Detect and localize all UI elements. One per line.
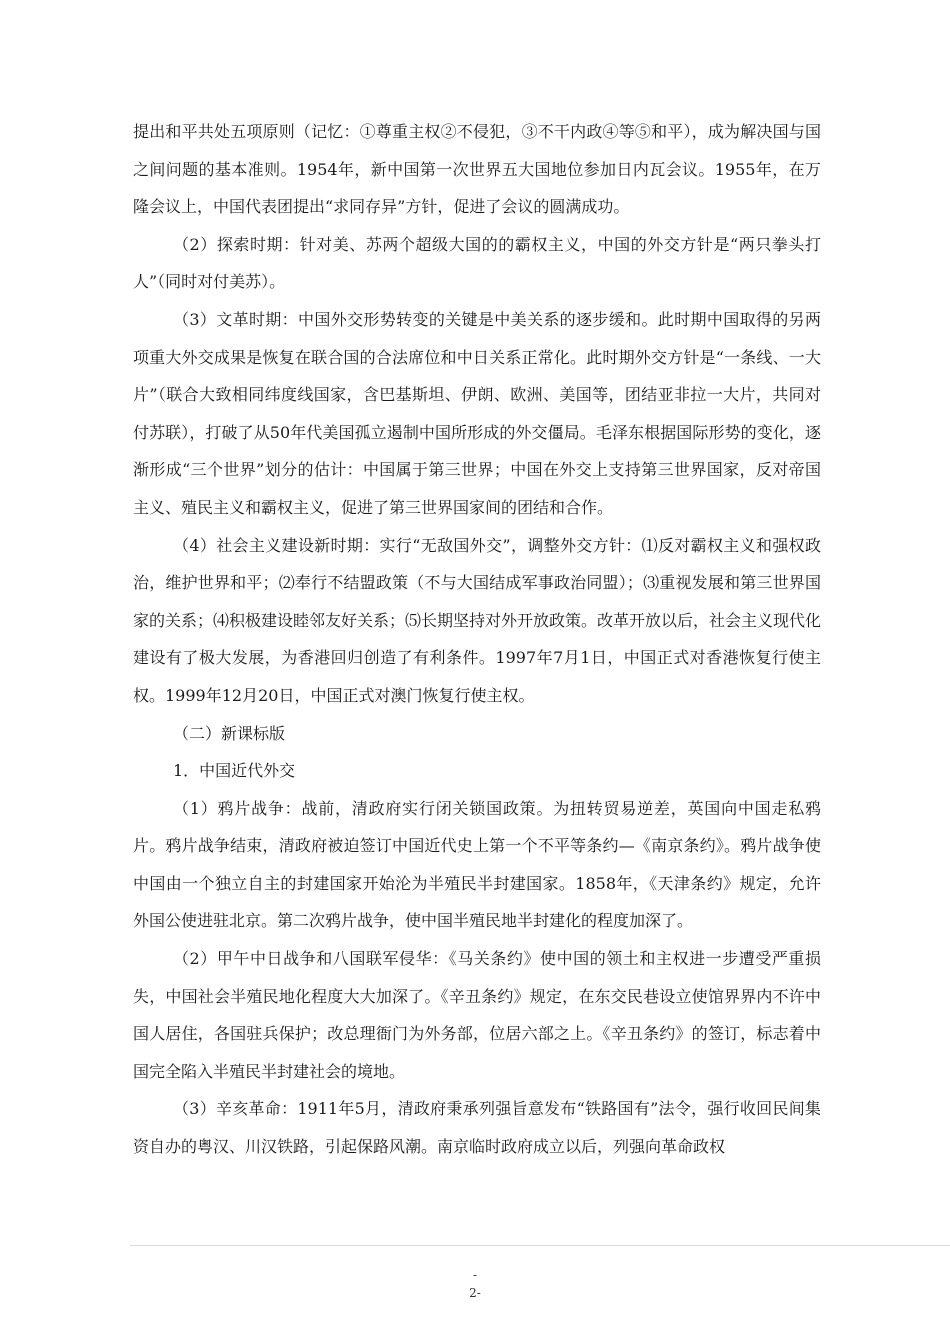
body-text [133, 113, 821, 1166]
paragraph: （3）辛亥革命：1911年5月，清政府秉承列强旨意发布“铁路国有”法令，强行收回民间集资自办的粤汉、川汉铁路，引起保路风潮。南京临时政府成立以后，列强向革命政权 [133, 1099, 821, 1157]
footer-divider [130, 1245, 950, 1246]
section-heading: （二）新课标版 [173, 723, 286, 743]
page-number: 2- [469, 1286, 481, 1300]
paragraph: （2）甲午中日战争和八国联军侵华：《马关条约》使中国的领土和主权进一步遭受严重损失，中国社会半殖民地化程度大大加深了。《辛丑条约》规定，在东交民巷设立使馆界界内不许中国人居住，各国驻兵保护；改总理衙门为外务部，位居六部之上。《辛丑条约》的签订，标志着中国完全陷入半殖民半封建社会的境地。 [133, 949, 821, 1081]
footer-dash: - [472, 1268, 478, 1282]
paragraph: 提出和平共处五项原则（记忆：①尊重主权②不侵犯，③不干内政④等⑤和平），成为解决国与国之间问题的基本准则。1954年，新中国第一次世界五大国地位参加日内瓦会议。1955年，在万隆会议上，中国代表团提出“求同存异”方针，促进了会议的圆满成功。 [133, 122, 821, 217]
paragraph: （1）鸦片战争：战前，清政府实行闭关锁国政策。为扭转贸易逆差，英国向中国走私鸦片。鸦片战争结束，清政府被迫签订中国近代史上第一个不平等条约—《南京条约》。鸦片战争使中国由一个独立自主的封建国家开始沦为半殖民半封建国家。1858年，《天津条约》规定，允许外国公使进驻北京。第二次鸦片战争，使中国半殖民地半封建化的程度加深了。 [133, 798, 821, 931]
paragraph: （3）文革时期：中国外交形势转变的关键是中美关系的逐步缓和。此时期中国取得的另两项重大外交成果是恢复在联合国的合法席位和中日关系正常化。此时期外交方针是“一条线、一大片”（联合大致相同纬度线国家，含巴基斯坦、伊朗、欧洲、美国等，团结亚非拉一大片，共同对付苏联），打破了从50年代美国孤立遏制中国所形成的外交僵局。毛泽东根据国际形势的变化，逐渐形成“三个世界”划分的估计：中国属于第三世界；中国在外交上支持第三世界国家，反对帝国主义、殖民主义和霸权主义，促进了第三世界国家间的团结和合作。 [133, 309, 821, 517]
paragraph: （2）探索时期：针对美、苏两个超级大国的的霸权主义，中国的外交方针是“两只拳头打人”（同时对付美苏）。 [133, 234, 821, 292]
subsection-heading: 1．中国近代外交 [173, 761, 296, 781]
paragraph: （4）社会主义建设新时期：实行“无敌国外交”，调整外交方针：⑴反对霸权主义和强权政治，维护世界和平；⑵奉行不结盟政策（不与大国结成军事政治同盟）；⑶重视发展和第三世界国家的关系；⑷积极建设睦邻友好关系；⑸长期坚持对外开放政策。改革开放以后，社会主义现代化建设有了极大发展，为香港回归创造了有利条件。1997年7月1日，中国正式对香港恢复行使主权。1999年12月20日，中国正式对澳门恢复行使主权。 [133, 535, 822, 705]
